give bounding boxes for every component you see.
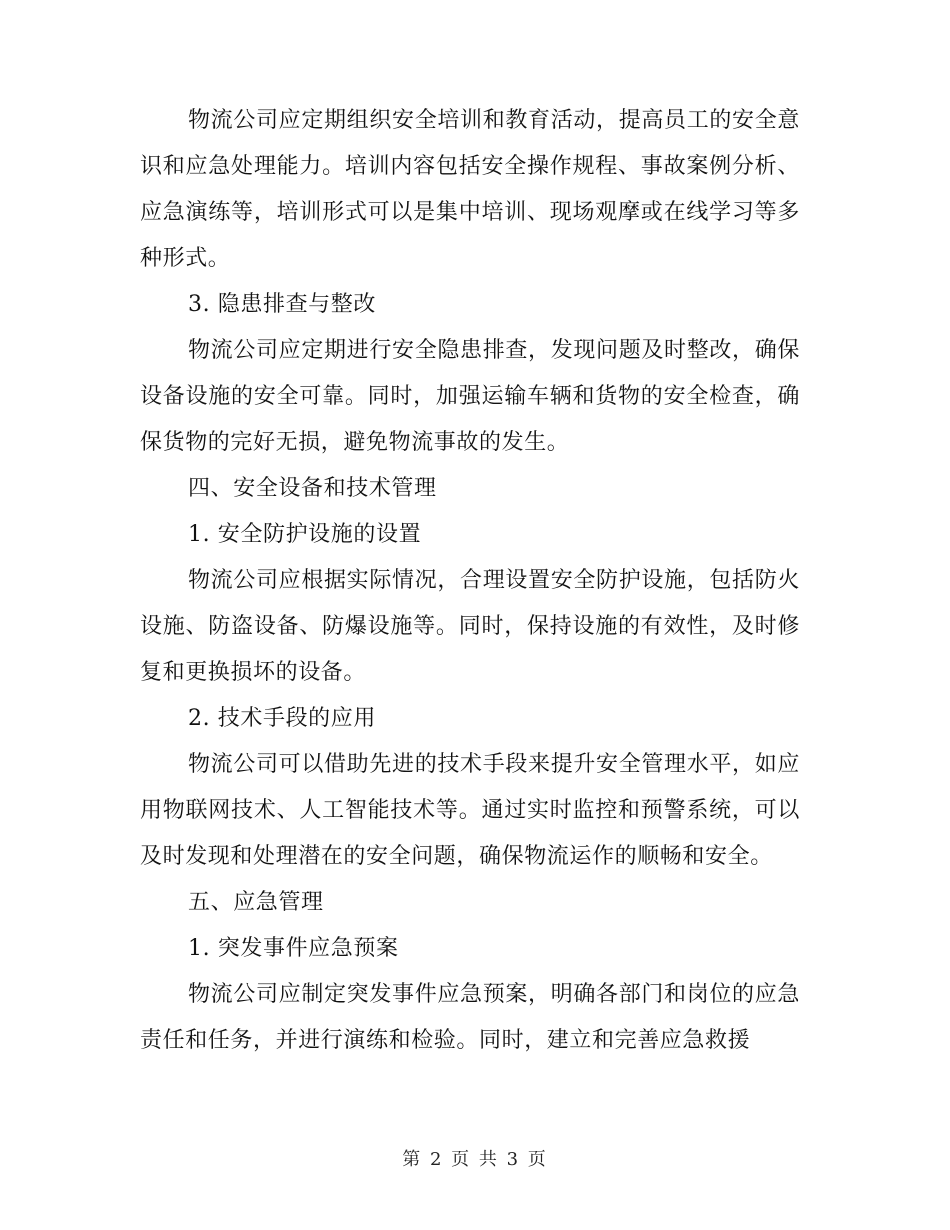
- subsection-heading: 1. 突发事件应急预案: [188, 936, 399, 961]
- subsection-heading: 3. 隐患排查与整改: [188, 292, 376, 317]
- body-paragraph: 物流公司可以借助先进的技术手段来提升安全管理水平，如应用物联网技术、人工智能技术等。通过实时监控和预警系统，可以及时发现和处理潜在的安全问题，确保物流运作的顺畅和安全。: [140, 752, 800, 869]
- body-paragraph: 物流公司应定期进行安全隐患排查，发现问题及时整改，确保设备设施的安全可靠。同时，加强运输车辆和货物的安全检查，确保货物的完好无损，避免物流事故的发生。: [140, 338, 800, 455]
- section-heading: 五、应急管理: [188, 890, 324, 915]
- body-paragraph: 物流公司应制定突发事件应急预案，明确各部门和岗位的应急责任和任务，并进行演练和检验。同时，建立和完善应急救援: [140, 982, 800, 1053]
- subsection-heading: 2. 技术手段的应用: [188, 706, 376, 731]
- subsection-heading: 1. 安全防护设施的设置: [188, 522, 422, 547]
- body-paragraph: 物流公司应定期组织安全培训和教育活动，提高员工的安全意识和应急处理能力。培训内容包括安全操作规程、事故案例分析、应急演练等，培训形式可以是集中培训、现场观摩或在线学习等多种形式。: [140, 108, 800, 271]
- section-heading: 四、安全设备和技术管理: [188, 476, 437, 501]
- document-body: [140, 98, 800, 1064]
- page-number-footer: 第 2 页 共 3 页: [402, 1149, 548, 1170]
- body-paragraph: 物流公司应根据实际情况，合理设置安全防护设施，包括防火设施、防盗设备、防爆设施等。同时，保持设施的有效性，及时修复和更换损坏的设备。: [140, 568, 800, 685]
